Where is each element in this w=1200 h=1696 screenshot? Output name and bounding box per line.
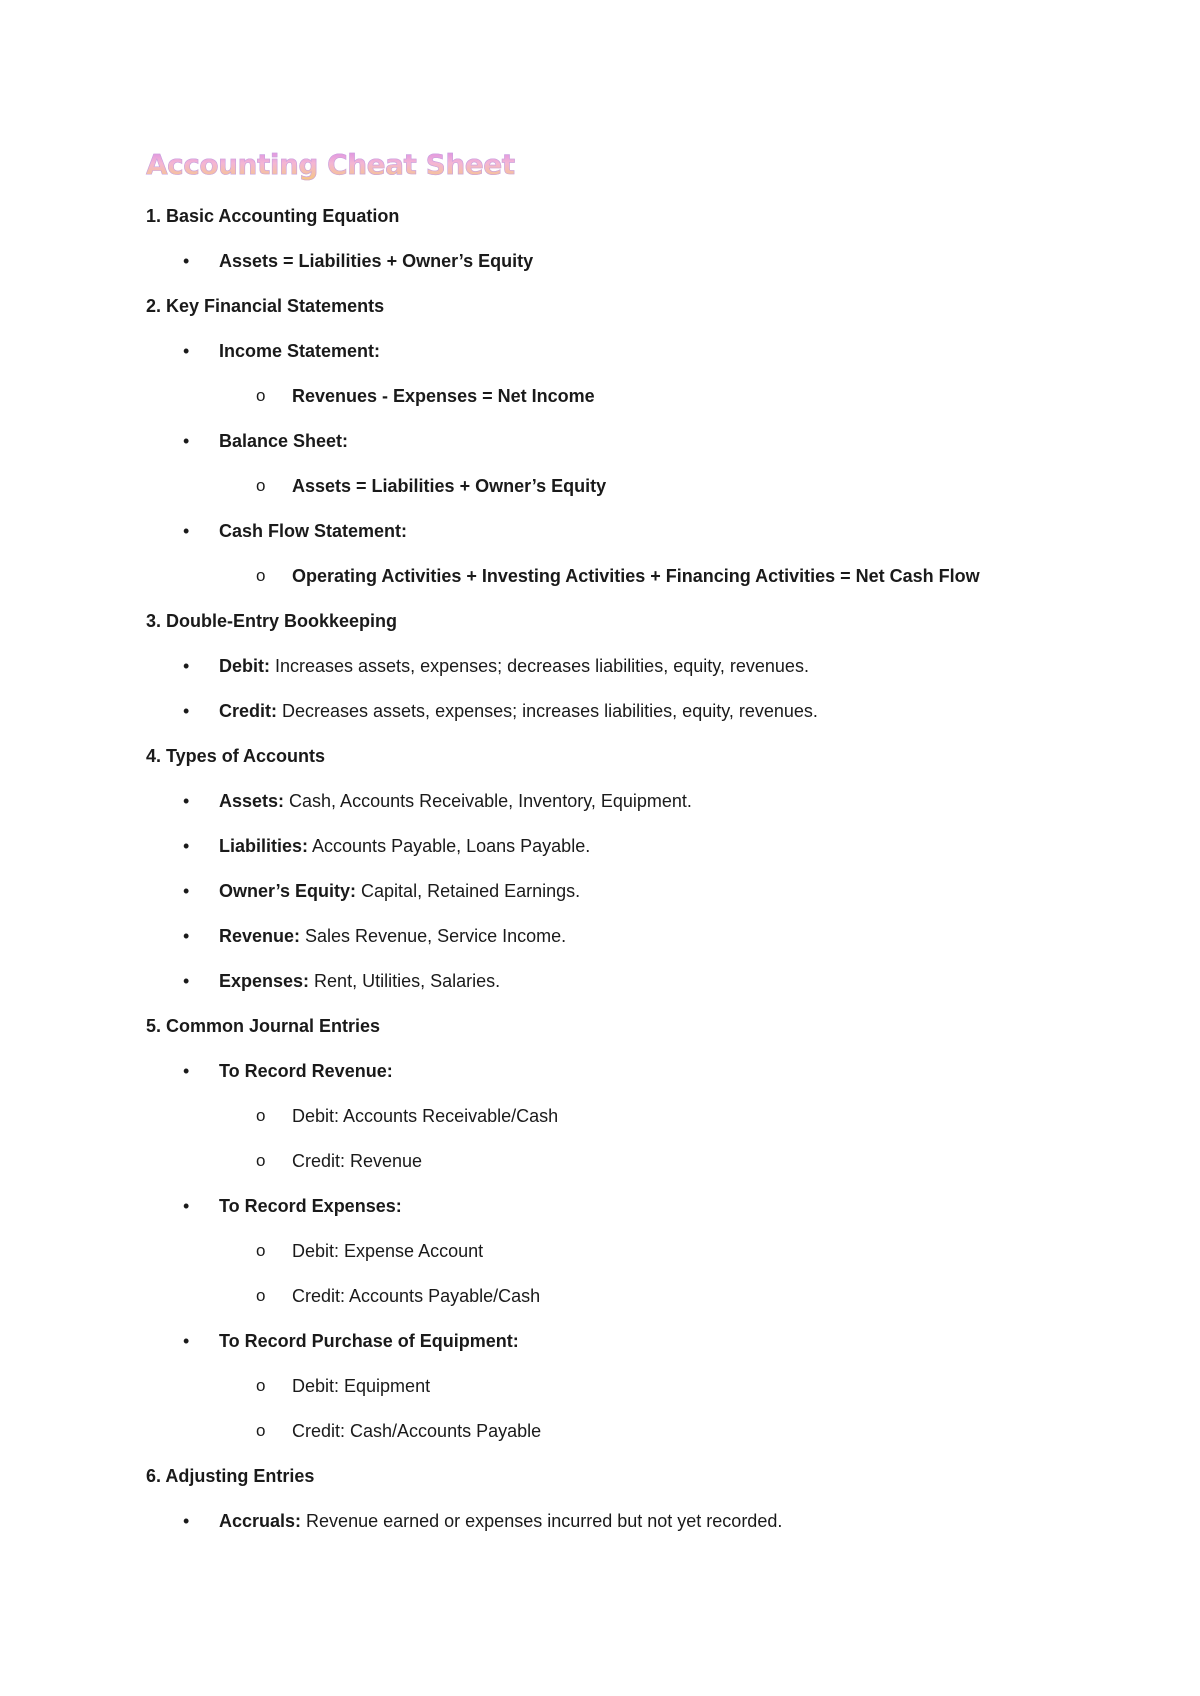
bullet-item <box>146 924 1200 948</box>
sub-bullet-item <box>146 1149 1200 1173</box>
sub-bullet-marker: o <box>256 1150 266 1170</box>
section-heading: 6. Adjusting Entries <box>146 1465 315 1486</box>
sub-bullet-item <box>146 1284 1200 1308</box>
bullet-marker: • <box>183 880 190 901</box>
bullet-marker: • <box>183 925 190 946</box>
sub-bullet-marker: o <box>256 1240 266 1260</box>
bullet-item <box>146 699 1200 723</box>
item-text: Credit: Revenue <box>292 1150 423 1171</box>
section-heading: 1. Basic Accounting Equation <box>146 205 400 226</box>
item-label: Cash Flow Statement: <box>219 520 408 541</box>
bullet-item <box>146 879 1200 903</box>
bullet-marker: • <box>183 1060 190 1081</box>
bullet-item <box>146 1059 1200 1083</box>
sub-bullet-marker: o <box>256 1420 266 1440</box>
item-text: Revenue earned or expenses incurred but not yet recorded. <box>301 1510 783 1531</box>
bullet-item <box>146 339 1200 363</box>
bullet-item <box>146 1194 1200 1218</box>
sub-bullet-item <box>146 1239 1200 1263</box>
bullet-marker: • <box>183 700 190 721</box>
document-body <box>146 204 1200 1533</box>
bullet-marker: • <box>183 430 190 451</box>
bullet-item <box>146 789 1200 813</box>
page-title: Accounting Cheat Sheet <box>146 148 515 181</box>
bullet-marker: • <box>183 1510 190 1531</box>
item-label: Assets = Liabilities + Owner’s Equity <box>219 250 534 271</box>
item-text: Accounts Payable, Loans Payable. <box>308 835 591 856</box>
item-label: To Record Expenses: <box>219 1195 402 1216</box>
sub-bullet-marker: o <box>256 475 266 495</box>
bullet-marker: • <box>183 340 190 361</box>
sub-bullet-marker: o <box>256 1105 266 1125</box>
sub-bullet-marker: o <box>256 1285 266 1305</box>
item-label: Assets: <box>219 790 285 811</box>
item-label: Revenues - Expenses = Net Income <box>292 385 595 406</box>
item-label: To Record Purchase of Equipment: <box>219 1330 519 1351</box>
item-label: Liabilities: <box>219 835 309 856</box>
sub-bullet-item <box>146 564 1200 588</box>
sub-bullet-marker: o <box>256 1375 266 1395</box>
item-label: Balance Sheet: <box>219 430 349 451</box>
bullet-item <box>146 249 1200 273</box>
item-text: Cash, Accounts Receivable, Inventory, Equipment. <box>284 790 692 811</box>
bullet-item <box>146 1329 1200 1353</box>
item-text: Increases assets, expenses; decreases liabilities, equity, revenues. <box>270 655 809 676</box>
bullet-marker: • <box>183 835 190 856</box>
bullet-item <box>146 1509 1200 1533</box>
item-text: Rent, Utilities, Salaries. <box>309 970 501 991</box>
bullet-item <box>146 834 1200 858</box>
item-label: Income Statement: <box>219 340 381 361</box>
item-text: Debit: Equipment <box>292 1375 431 1396</box>
bullet-marker: • <box>183 250 190 271</box>
sub-bullet-item <box>146 474 1200 498</box>
bullet-marker: • <box>183 790 190 811</box>
section-heading: 4. Types of Accounts <box>146 745 326 766</box>
sub-bullet-item <box>146 384 1200 408</box>
sub-bullet-marker: o <box>256 385 266 405</box>
section-heading: 5. Common Journal Entries <box>146 1015 381 1036</box>
item-label: Owner’s Equity: <box>219 880 357 901</box>
item-text: Credit: Accounts Payable/Cash <box>292 1285 541 1306</box>
bullet-marker: • <box>183 520 190 541</box>
item-text: Credit: Cash/Accounts Payable <box>292 1420 542 1441</box>
bullet-item <box>146 519 1200 543</box>
bullet-marker: • <box>183 1330 190 1351</box>
item-label: Assets = Liabilities + Owner’s Equity <box>292 475 607 496</box>
bullet-marker: • <box>183 1195 190 1216</box>
item-label: Expenses: <box>219 970 310 991</box>
section-heading: 3. Double-Entry Bookkeeping <box>146 610 398 631</box>
item-label: To Record Revenue: <box>219 1060 393 1081</box>
sub-bullet-item <box>146 1419 1200 1443</box>
item-text: Sales Revenue, Service Income. <box>300 925 567 946</box>
item-label: Accruals: <box>219 1510 302 1531</box>
bullet-item <box>146 654 1200 678</box>
item-text: Debit: Accounts Receivable/Cash <box>292 1105 559 1126</box>
item-text: Decreases assets, expenses; increases liabilities, equity, revenues. <box>277 700 818 721</box>
item-label: Credit: <box>219 700 277 721</box>
bullet-marker: • <box>183 970 190 991</box>
section-heading: 2. Key Financial Statements <box>146 295 385 316</box>
bullet-marker: • <box>183 655 190 676</box>
sub-bullet-item <box>146 1374 1200 1398</box>
sub-bullet-item <box>146 1104 1200 1128</box>
sub-bullet-marker: o <box>256 565 266 585</box>
item-label: Operating Activities + Investing Activities + Financing Activities = Net Cash Flow <box>292 565 980 586</box>
item-label: Debit: <box>219 655 270 676</box>
bullet-item <box>146 429 1200 453</box>
item-label: Revenue: <box>219 925 301 946</box>
bullet-item <box>146 969 1200 993</box>
item-text: Capital, Retained Earnings. <box>356 880 581 901</box>
item-text: Debit: Expense Account <box>292 1240 484 1261</box>
